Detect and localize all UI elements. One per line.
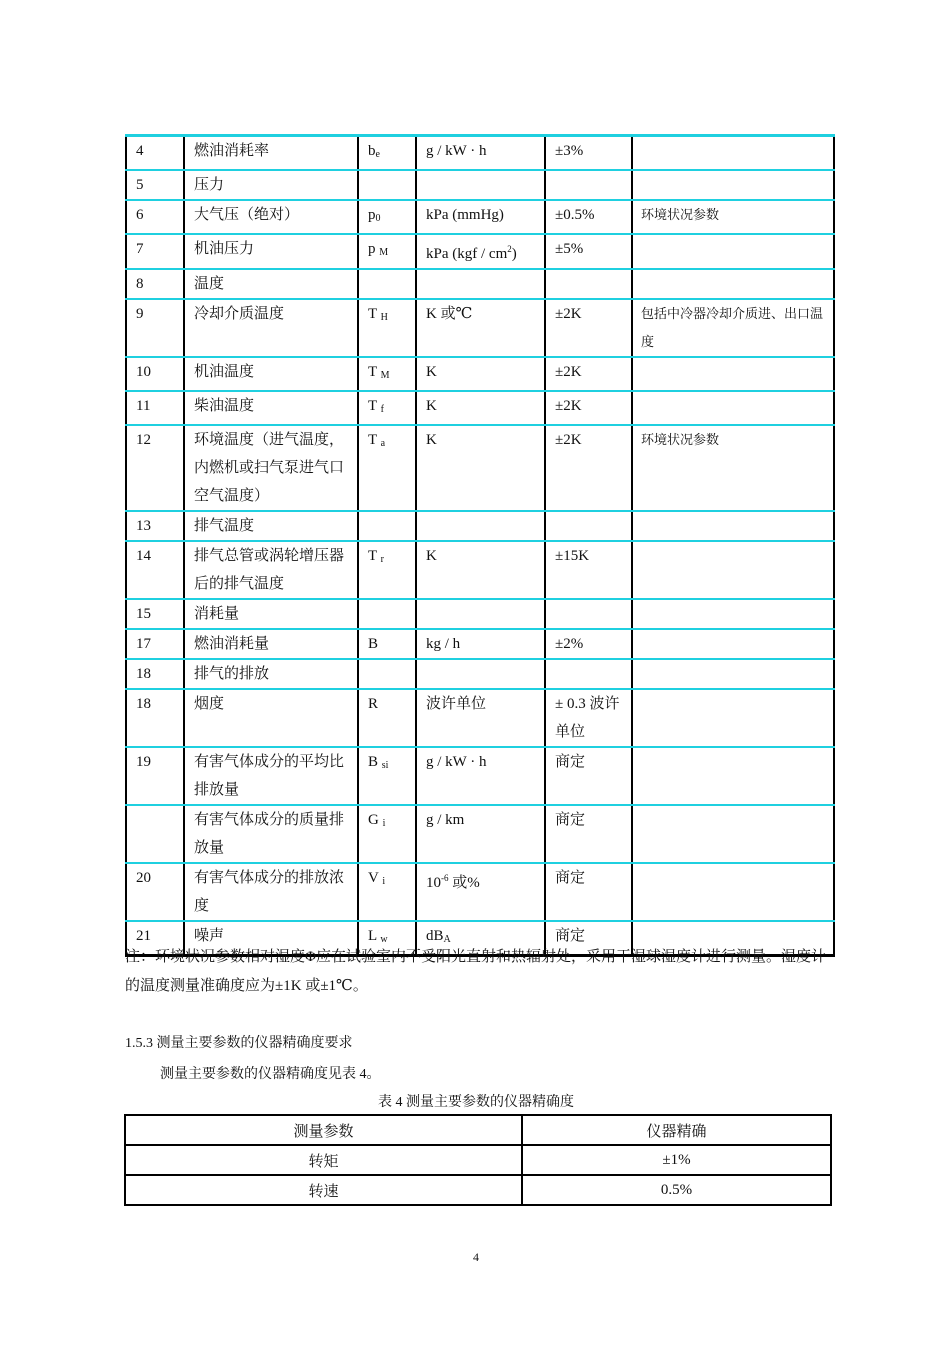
symbol (358, 511, 416, 541)
accuracy: ±3% (545, 136, 632, 171)
accuracy: ± 0.3 波许单位 (545, 689, 632, 747)
parameter-name: 有害气体成分的平均比排放量 (184, 747, 358, 805)
table-caption: 表 4 测量主要参数的仪器精确度 (378, 1095, 574, 1110)
symbol-main: B (368, 754, 382, 770)
symbol-subscript: i (382, 818, 386, 829)
parameter-name: 机油压力 (184, 234, 358, 269)
accuracy: ±5% (545, 234, 632, 269)
unit-text: 10 (426, 875, 441, 891)
parameter-name: 排气温度 (184, 511, 358, 541)
unit (416, 659, 545, 689)
remark (632, 541, 834, 599)
parameter-table (125, 134, 835, 957)
symbol-main: B (368, 636, 379, 652)
table-cell: 0.5% (522, 1175, 831, 1205)
unit: K (416, 391, 545, 425)
remark (632, 136, 834, 171)
unit: g / kW · h (416, 136, 545, 171)
symbol (358, 747, 416, 805)
row-number: 13 (126, 511, 184, 541)
parameter-name: 大气压（绝对） (184, 200, 358, 234)
unit-subscript: A (443, 934, 451, 945)
table-cell: 转矩 (125, 1145, 522, 1175)
symbol-subscript: e (375, 149, 380, 160)
symbol-main: T (368, 548, 381, 564)
accuracy: 商定 (545, 921, 632, 956)
section-intro: 测量主要参数的仪器精确度见表 4。 (160, 1067, 381, 1082)
column-header: 测量参数 (125, 1115, 522, 1145)
parameter-name: 有害气体成分的质量排放量 (184, 805, 358, 863)
remark: 包括中冷器冷却介质进、出口温度 (632, 299, 834, 357)
symbol-subscript: H (380, 312, 388, 323)
symbol (358, 863, 416, 921)
row-number: 19 (126, 747, 184, 805)
symbol (358, 425, 416, 511)
remark (632, 511, 834, 541)
symbol (358, 200, 416, 234)
table-row (126, 357, 834, 391)
symbol-subscript: M (379, 247, 389, 258)
table-row (126, 629, 834, 659)
unit: kPa (mmHg) (416, 200, 545, 234)
remark (632, 689, 834, 747)
remark (632, 747, 834, 805)
remark (632, 170, 834, 200)
remark: 环境状况参数 (632, 200, 834, 234)
table-row (125, 1175, 831, 1205)
symbol-main: T (368, 306, 381, 322)
symbol-main: T (368, 398, 381, 414)
unit: g / km (416, 805, 545, 863)
symbol (358, 659, 416, 689)
accuracy: 商定 (545, 747, 632, 805)
row-number: 18 (126, 689, 184, 747)
unit: g / kW · h (416, 747, 545, 805)
parameter-name: 温度 (184, 269, 358, 299)
symbol (358, 391, 416, 425)
row-number: 17 (126, 629, 184, 659)
unit: kg / h (416, 629, 545, 659)
parameter-name: 燃油消耗量 (184, 629, 358, 659)
table-row (126, 659, 834, 689)
table-row (126, 200, 834, 234)
remark (632, 659, 834, 689)
unit-superscript: 2 (507, 244, 512, 254)
unit: K (416, 541, 545, 599)
symbol-subscript: i (382, 876, 386, 887)
unit (416, 863, 545, 921)
section-heading: 1.5.3 测量主要参数的仪器精确度要求 (125, 1036, 353, 1051)
row-number: 9 (126, 299, 184, 357)
unit: 波许单位 (416, 689, 545, 747)
symbol-main: L (368, 928, 381, 944)
column-header: 仪器精确 (522, 1115, 831, 1145)
accuracy: ±0.5% (545, 200, 632, 234)
symbol (358, 689, 416, 747)
parameter-name: 有害气体成分的排放浓度 (184, 863, 358, 921)
parameter-name: 排气总管或涡轮增压器后的排气温度 (184, 541, 358, 599)
parameter-name: 冷却介质温度 (184, 299, 358, 357)
accuracy: ±2K (545, 425, 632, 511)
unit (416, 234, 545, 269)
row-number: 6 (126, 200, 184, 234)
table-row (126, 689, 834, 747)
accuracy (545, 269, 632, 299)
parameter-name: 柴油温度 (184, 391, 358, 425)
symbol-subscript: M (380, 370, 390, 381)
table-row (125, 1145, 831, 1175)
symbol (358, 599, 416, 629)
unit (416, 599, 545, 629)
unit-text: kPa (kgf / cm (426, 246, 508, 262)
unit-superscript: -6 (441, 873, 449, 883)
table-header-row (125, 1115, 831, 1145)
remark (632, 234, 834, 269)
accuracy: ±2K (545, 299, 632, 357)
symbol-subscript: 0 (375, 213, 381, 224)
symbol (358, 299, 416, 357)
accuracy (545, 599, 632, 629)
table-row (126, 805, 834, 863)
symbol-subscript: f (380, 404, 384, 415)
row-number: 11 (126, 391, 184, 425)
remark (632, 863, 834, 921)
remark (632, 599, 834, 629)
page-number: 4 (473, 1250, 479, 1264)
table-row (126, 541, 834, 599)
unit-text: dB (426, 928, 444, 944)
row-number: 7 (126, 234, 184, 269)
unit: K (416, 425, 545, 511)
symbol (358, 234, 416, 269)
accuracy: ±15K (545, 541, 632, 599)
symbol-subscript: r (380, 554, 384, 565)
row-number: 8 (126, 269, 184, 299)
parameter-name: 消耗量 (184, 599, 358, 629)
table-row (126, 234, 834, 269)
unit (416, 170, 545, 200)
row-number: 20 (126, 863, 184, 921)
row-number: 15 (126, 599, 184, 629)
row-number: 10 (126, 357, 184, 391)
table-row (126, 599, 834, 629)
symbol (358, 269, 416, 299)
table-row (126, 170, 834, 200)
symbol-main: R (368, 696, 379, 712)
symbol-subscript: si (381, 760, 389, 771)
symbol-main: p (368, 207, 376, 223)
accuracy (545, 659, 632, 689)
remark (632, 629, 834, 659)
remark (632, 391, 834, 425)
row-number (126, 805, 184, 863)
table-row (126, 425, 834, 511)
parameter-name: 压力 (184, 170, 358, 200)
parameter-name: 环境温度（进气温度，内燃机或扫气泵进气口空气温度） (184, 425, 358, 511)
parameter-name: 燃油消耗率 (184, 136, 358, 171)
table-row (126, 511, 834, 541)
table-cell: ±1% (522, 1145, 831, 1175)
table-row (126, 136, 834, 171)
table-row (126, 391, 834, 425)
row-number: 4 (126, 136, 184, 171)
symbol-subscript: a (380, 438, 386, 449)
symbol (358, 170, 416, 200)
unit: K (416, 357, 545, 391)
unit-text-end: 或% (448, 875, 480, 891)
unit: K 或℃ (416, 299, 545, 357)
remark (632, 805, 834, 863)
symbol-main: T (368, 364, 381, 380)
instrument-accuracy-table (124, 1114, 832, 1206)
unit-text-end: ) (511, 246, 517, 262)
parameter-name: 烟度 (184, 689, 358, 747)
symbol-subscript: w (380, 934, 388, 945)
remark (632, 269, 834, 299)
accuracy: ±2K (545, 357, 632, 391)
parameter-name: 排气的排放 (184, 659, 358, 689)
parameter-name: 机油温度 (184, 357, 358, 391)
accuracy: 商定 (545, 805, 632, 863)
row-number: 14 (126, 541, 184, 599)
symbol (358, 541, 416, 599)
symbol-main: p (368, 241, 380, 257)
row-number: 5 (126, 170, 184, 200)
row-number: 18 (126, 659, 184, 689)
unit (416, 511, 545, 541)
accuracy (545, 170, 632, 200)
table-row (126, 863, 834, 921)
humidity-note: 注：环境状况参数相对湿度Φ应在试验室内不受阳光直射和热辐射处，采用干湿球湿度计进行测量。湿度计的温度测量准确度应为±1K 或±1℃。 (125, 949, 826, 994)
table-row (126, 747, 834, 805)
symbol (358, 136, 416, 171)
unit (416, 269, 545, 299)
accuracy: ±2K (545, 391, 632, 425)
table-row (126, 269, 834, 299)
table-row (126, 299, 834, 357)
accuracy: 商定 (545, 863, 632, 921)
symbol-main: b (368, 143, 376, 159)
symbol (358, 357, 416, 391)
symbol-main: V (368, 870, 383, 886)
table-cell: 转速 (125, 1175, 522, 1205)
parameter-name: 噪声 (184, 921, 358, 956)
accuracy (545, 511, 632, 541)
symbol-main: G (368, 812, 383, 828)
symbol-main: T (368, 432, 381, 448)
accuracy: ±2% (545, 629, 632, 659)
remark (632, 357, 834, 391)
row-number: 12 (126, 425, 184, 511)
symbol (358, 629, 416, 659)
remark: 环境状况参数 (632, 425, 834, 511)
row-number: 21 (126, 921, 184, 956)
symbol (358, 805, 416, 863)
